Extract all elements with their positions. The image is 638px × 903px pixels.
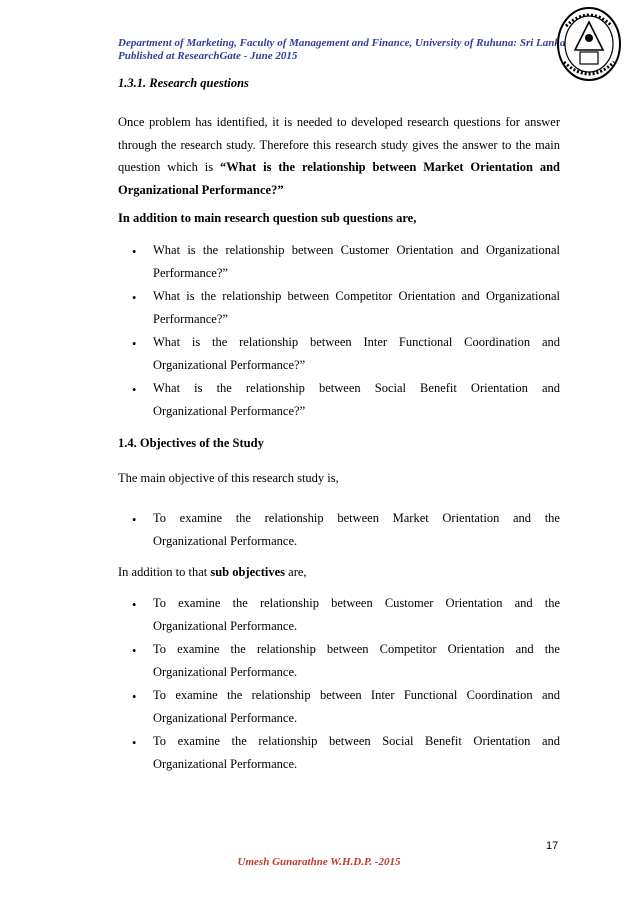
- list-item-line: What is the relationship between Customer Orientation and Organizational: [153, 243, 560, 257]
- paragraph-line: Once problem has identified, it is needed to developed research questions for answer: [118, 115, 560, 129]
- sub-questions-heading: In addition to main research question sub questions are,: [118, 211, 417, 225]
- bullet-icon: •: [132, 513, 137, 527]
- list-item: [153, 592, 560, 638]
- section-title-objectives: 1.4. Objectives of the Study: [118, 436, 264, 450]
- list-item: [153, 377, 560, 423]
- bullet-icon: •: [132, 337, 137, 351]
- objectives-intro: The main objective of this research study is,: [118, 471, 339, 485]
- list-item-line: Organizational Performance.: [153, 711, 298, 725]
- sub-objectives-bold: sub objectives: [210, 565, 286, 579]
- sub-objectives-prefix: In addition to that: [118, 565, 211, 579]
- list-item-line: What is the relationship between Competitor Orientation and Organizational: [153, 289, 560, 303]
- list-item-line: Performance?”: [153, 312, 228, 326]
- main-research-question: “What is the relationship between Market Orientation and: [220, 160, 560, 174]
- list-item-line: To examine the relationship between Competitor Orientation and the: [153, 642, 560, 656]
- list-item: [153, 239, 560, 285]
- section-title-research-questions: 1.3.1. Research questions: [118, 76, 249, 90]
- list-item-line: To examine the relationship between Inter Functional Coordination and: [153, 688, 560, 702]
- research-questions-paragraph: [118, 111, 560, 201]
- bullet-icon: •: [132, 598, 137, 612]
- list-item-line: Organizational Performance?”: [153, 404, 306, 418]
- sub-objectives-intro: [118, 565, 307, 580]
- list-item: [153, 730, 560, 776]
- bullet-icon: •: [132, 736, 137, 750]
- page-number: 17: [546, 840, 559, 852]
- bullet-icon: •: [132, 291, 137, 305]
- paragraph-line: through the research study. Therefore this research study gives the answer to the main: [118, 137, 560, 152]
- list-item: [153, 638, 560, 684]
- sub-objectives-suffix: are,: [285, 565, 307, 579]
- bullet-icon: •: [132, 245, 137, 259]
- list-item: [153, 285, 560, 331]
- list-item-line: Organizational Performance.: [153, 534, 298, 548]
- list-item: [153, 507, 560, 553]
- list-item-line: Organizational Performance.: [153, 665, 298, 679]
- paragraph-text: question which is: [118, 160, 221, 174]
- list-item-line: Organizational Performance.: [153, 619, 298, 633]
- paragraph-line: [118, 156, 560, 179]
- header-department: Department of Marketing, Faculty of Management and Finance, University of Ruhuna: Sri Lanka: [118, 37, 566, 49]
- bullet-icon: •: [132, 383, 137, 397]
- list-item-line: To examine the relationship between Social Benefit Orientation and: [153, 734, 560, 748]
- university-logo: [556, 6, 622, 82]
- paragraph-line: Organizational Performance?”: [118, 182, 284, 197]
- list-item-line: What is the relationship between Inter Functional Coordination and: [153, 335, 560, 349]
- list-item-line: Performance?”: [153, 266, 228, 280]
- list-item-line: Organizational Performance?”: [153, 358, 306, 372]
- list-item-line: Organizational Performance.: [153, 757, 298, 771]
- footer-author: Umesh Gunarathne W.H.D.P. -2015: [237, 856, 401, 868]
- list-item-line: To examine the relationship between Market Orientation and the: [153, 511, 560, 525]
- header-published: Published at ResearchGate - June 2015: [118, 50, 298, 62]
- list-item: [153, 331, 560, 377]
- bullet-icon: •: [132, 644, 137, 658]
- list-item: [153, 684, 560, 730]
- list-item-line: To examine the relationship between Customer Orientation and the: [153, 596, 560, 610]
- bullet-icon: •: [132, 690, 137, 704]
- list-item-line: What is the relationship between Social Benefit Orientation and: [153, 381, 560, 395]
